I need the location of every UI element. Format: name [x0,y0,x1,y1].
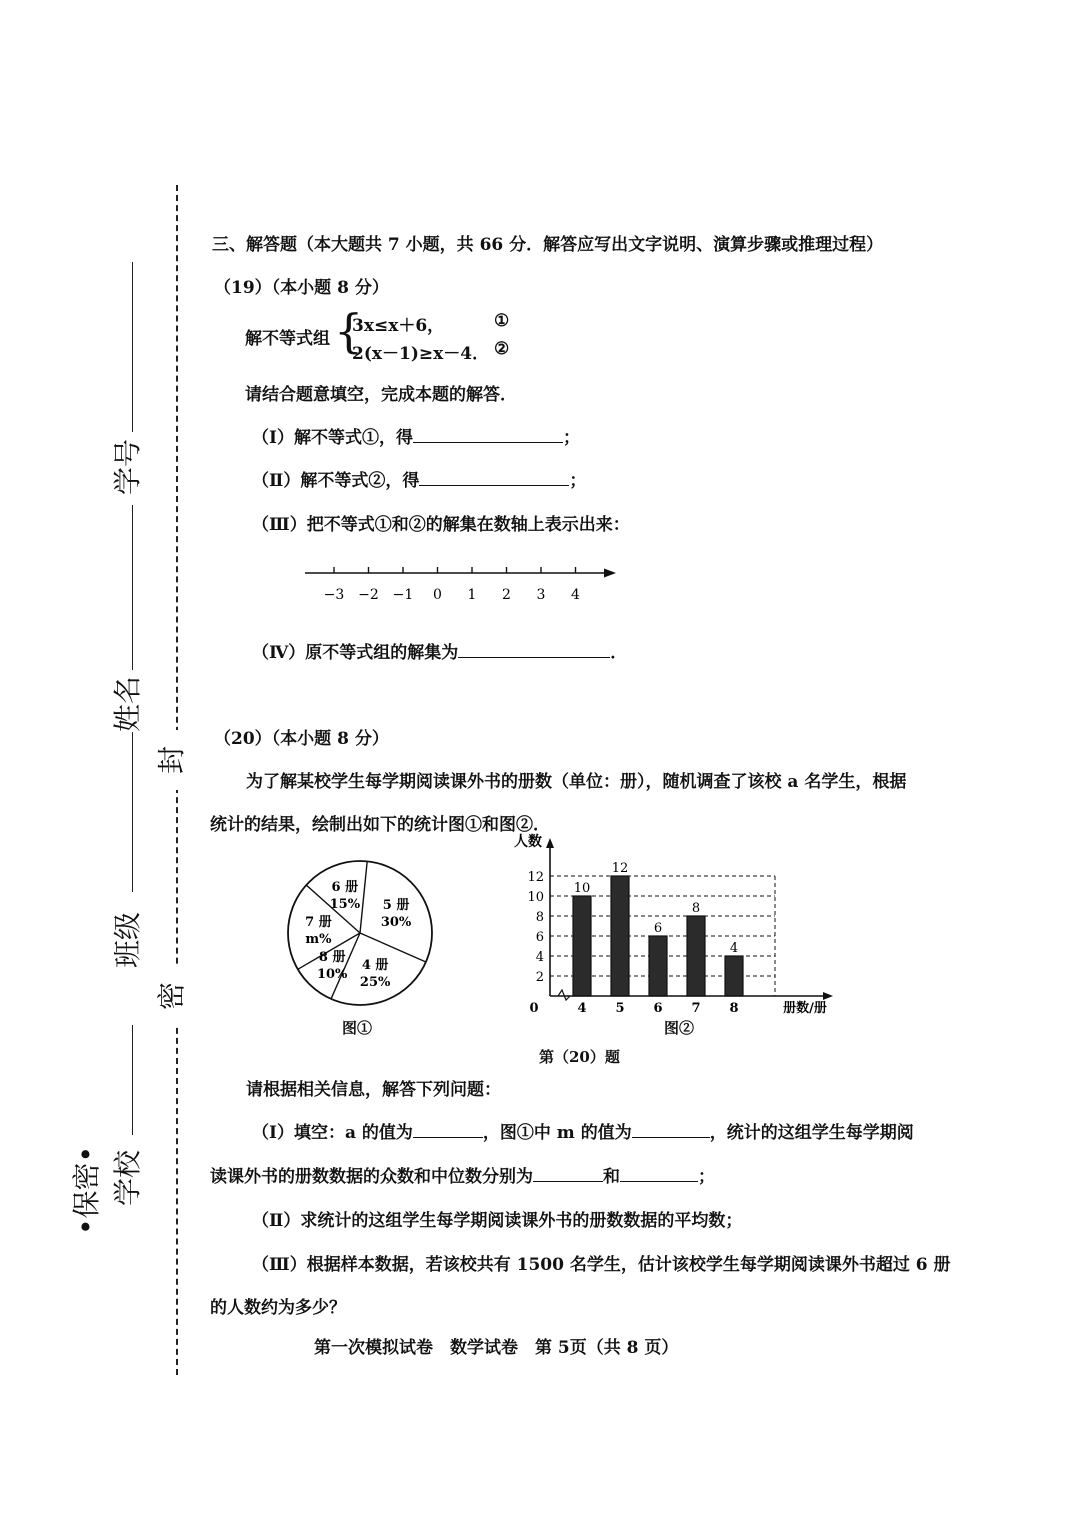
bar-y-tick-label: 4 [535,950,544,965]
q19-part2-label: （Ⅱ）解不等式②，得 [252,471,420,491]
margin-school-label: 学校 [111,1150,144,1207]
pie-slice-label: 8 册 [318,950,346,966]
pie-slice-value: 15% [329,897,361,913]
q19-part4-answer-blank[interactable] [458,639,610,658]
pie-slice-label: 4 册 [361,957,389,973]
inequality-2: 2(x－1)≥x－4． [352,344,490,364]
q20-question-intro: 请根据相关信息，解答下列问题： [246,1080,501,1100]
q20-part1-line1 [252,1118,914,1143]
q19-part2-answer-blank[interactable] [419,467,569,486]
pie-slice-value: 25% [359,974,391,990]
q19-part1 [252,423,580,448]
q20-part1-and: 和 [603,1167,620,1187]
bar-category-label: 4 [577,1001,587,1016]
figure-caption: 第（20）题 [539,1048,620,1066]
bar [611,876,629,996]
margin-secret-label: •保密• [70,1145,103,1235]
pie-slice-value: 10% [316,967,348,983]
bar-category-label: 8 [729,1001,739,1016]
q19-part4-label: （Ⅳ）原不等式组的解集为 [252,643,459,663]
number-line-label: 4 [571,587,580,603]
number-line-label: 1 [467,587,477,603]
bar [649,936,667,996]
q20-part1-m-text: ，图①中 m 的值为 [482,1123,632,1143]
bar [725,956,743,996]
bar-x-axis-arrow [823,992,833,1000]
q20-part1-end: ； [698,1167,715,1187]
q20-part1-label: （Ⅰ）填空： [252,1123,345,1143]
q19-instruction: 请结合题意填空，完成本题的解答． [245,385,517,405]
pie-chart [280,855,440,1015]
margin-class-label: 班级 [111,912,144,969]
bar-category-label: 5 [615,1001,625,1016]
q19-intro: 解不等式组 [245,329,330,349]
inequality-1-mark: ① [494,311,510,331]
bar-value-label: 4 [729,941,739,956]
number-line-label: −1 [392,587,414,603]
q19-part3: （Ⅲ）把不等式①和②的解集在数轴上表示出来： [252,515,630,535]
q20-paragraph-1: 为了解某校学生每学期阅读课外书的册数（单位：册），随机调查了该校 a 名学生，根据 [246,772,907,792]
q19-part2-end: ； [569,471,587,491]
pie-slice-value: m% [305,931,332,947]
q20-part1-tail: ，统计的这组学生每学期阅 [709,1123,914,1143]
m-value-blank[interactable] [632,1119,710,1138]
q20-part1-a-text: a 的值为 [344,1123,413,1143]
bar-y-tick-label: 8 [535,910,544,925]
pie-slice-label: 5 册 [382,897,410,913]
name-field-line [132,505,133,670]
pie-chart-caption: 图① [342,1019,373,1037]
bar-x-axis-label: 册数/册 [783,1001,827,1016]
pie-slice-label: 6 册 [331,880,359,896]
inequality-2-mark: ② [494,339,510,359]
margin-name-label: 姓名 [111,676,144,733]
number-line[interactable] [290,555,630,610]
q20-part3-line2: 的人数约为多少？ [210,1298,346,1318]
bar [573,896,591,996]
mode-blank[interactable] [533,1163,603,1182]
page-footer: 第一次模拟试卷 数学试卷 第 5页（共 8 页） [314,1338,679,1358]
bar-y-tick-label: 12 [527,870,544,885]
q20-part1-mode-median-text: 读课外书的册数数据的众数和中位数分别为 [210,1167,533,1187]
q20-title: （20）（本小题 8 分） [214,729,389,749]
margin-student-id-label: 学号 [111,439,144,496]
class-field-line [132,732,133,892]
q19-part2 [252,466,586,491]
seal-feng-label: 封 [150,730,186,790]
q19-title: （19）（本小题 8 分） [214,278,389,298]
bar-y-axis-label: 人数 [514,834,542,850]
section-3-heading: 三、解答题（本大题共 7 小题，共 66 分．解答应写出文字说明、演算步骤或推理过程） [212,235,884,255]
number-line-arrow [604,569,616,578]
q19-part1-answer-blank[interactable] [413,424,563,443]
bar-y-axis-arrow [546,838,554,848]
pie-slice-label: 7 册 [305,914,332,930]
q20-paragraph-2: 统计的结果，绘制出如下的统计图①和图②． [210,815,550,835]
q19-part4-end: ． [610,643,628,663]
bar-chart [500,828,860,1020]
bar-origin-label: 0 [529,1001,539,1016]
inequality-1: 3x≤x＋6， [352,316,445,336]
number-line-label: 0 [433,587,442,603]
bar-value-label: 12 [611,861,629,876]
a-value-blank[interactable] [413,1119,483,1138]
bar-y-tick-label: 2 [535,970,544,985]
inequality-system-brace: { [334,304,364,358]
pie-slice-value: 30% [380,914,412,930]
bar-y-tick-label: 10 [527,890,544,905]
bar-chart-caption: 图② [664,1019,695,1037]
bar [687,916,705,996]
bar-value-label: 8 [691,901,701,916]
student-id-field-line [132,262,133,432]
q19-part1-label: （Ⅰ）解不等式①，得 [252,428,413,448]
q20-part2: （Ⅱ）求统计的这组学生每学期阅读课外书的册数数据的平均数； [252,1211,743,1231]
q19-part1-end: ； [562,428,580,448]
number-line-label: −2 [358,587,379,603]
bar-value-label: 6 [653,921,663,936]
bar-y-tick-label: 6 [535,930,544,945]
median-blank[interactable] [620,1163,698,1182]
q20-part1-line2 [210,1162,715,1187]
bar-axis-break [558,990,570,1000]
bar-value-label: 10 [573,881,591,896]
number-line-label: 3 [536,587,546,603]
bar-category-label: 6 [653,1001,663,1016]
school-field-line [132,1025,133,1135]
number-line-label: 2 [502,587,511,603]
seal-mi-label: 密 [150,966,186,1026]
number-line-label: −3 [323,587,345,603]
q19-part4 [252,638,627,663]
bar-category-label: 7 [691,1001,701,1016]
q20-part3-line1: （Ⅲ）根据样本数据，若该校共有 1500 名学生，估计该校学生每学期阅读课外书超过 6 册 [252,1255,951,1275]
